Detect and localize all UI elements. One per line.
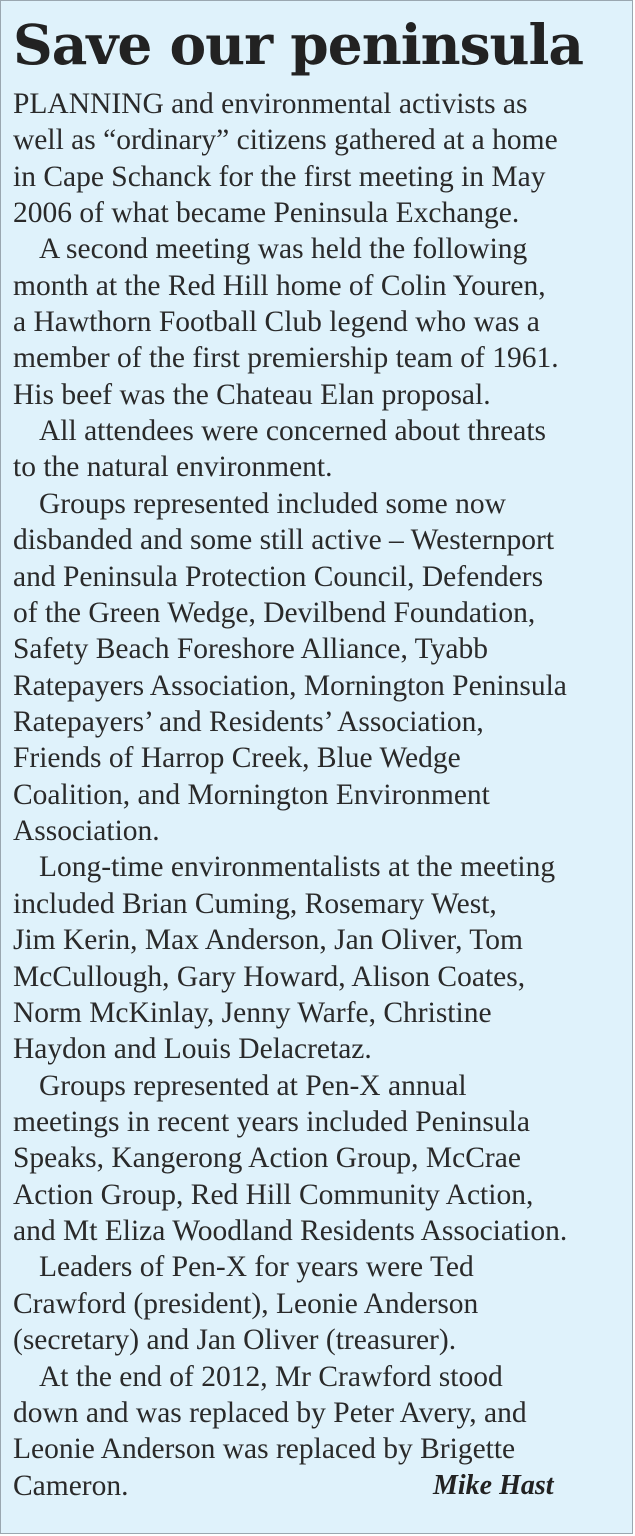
body-line: Groups represented at Pen-X annual [39, 1070, 467, 1102]
body-line: to the natural environment. [13, 451, 333, 483]
body-line: Speaks, Kangerong Action Group, McCrae [13, 1142, 521, 1174]
body-line: in Cape Schanck for the first meeting in May [13, 161, 546, 193]
body-line: well as “ordinary” citizens gathered at a home [13, 124, 558, 156]
body-line: Ratepayers Association, Mornington Peninsula [13, 670, 567, 702]
body-line: Safety Beach Foreshore Alliance, Tyabb [13, 633, 488, 665]
body-line: included Brian Cuming, Rosemary West, [13, 888, 497, 920]
body-line: Crawford (president), Leonie Anderson [13, 1288, 479, 1320]
body-line: month at the Red Hill home of Colin Youren, [13, 270, 546, 302]
body-line: Action Group, Red Hill Community Action, [13, 1179, 534, 1211]
body-line: 2006 of what became Peninsula Exchange. [13, 197, 520, 229]
body-line: down and was replaced by Peter Avery, and [13, 1397, 527, 1429]
body-line: meetings in recent years included Peninsula [13, 1106, 530, 1138]
body-line: Leaders of Pen-X for years were Ted [39, 1251, 474, 1283]
body-line: Leonie Anderson was replaced by Brigette [13, 1433, 516, 1465]
body-line: Cameron. [13, 1470, 129, 1502]
body-line: Groups represented included some now [39, 488, 506, 520]
article-title: Save our peninsula [13, 12, 584, 77]
body-line: a Hawthorn Football Club legend who was a [13, 306, 540, 338]
body-line: and Mt Eliza Woodland Residents Association. [13, 1215, 568, 1247]
body-line: PLANNING and environmental activists as [13, 88, 528, 120]
body-line: Association. [13, 815, 160, 847]
body-line: McCullough, Gary Howard, Alison Coates, [13, 961, 526, 993]
body-line: Norm McKinlay, Jenny Warfe, Christine [13, 997, 492, 1029]
body-line: Long-time environmentalists at the meeting [39, 851, 556, 883]
body-line: member of the first premiership team of 1961. [13, 342, 559, 374]
body-line: Coalition, and Mornington Environment [13, 779, 490, 811]
body-line: A second meeting was held the following [39, 233, 528, 265]
body-line: disbanded and some still active – Westernport [13, 524, 555, 556]
body-line: Jim Kerin, Max Anderson, Jan Oliver, Tom [13, 924, 523, 956]
body-line: of the Green Wedge, Devilbend Foundation, [13, 597, 536, 629]
body-line: and Peninsula Protection Council, Defenders [13, 561, 544, 593]
body-line: Haydon and Louis Delacretaz. [13, 1033, 372, 1065]
body-line: Friends of Harrop Creek, Blue Wedge [13, 742, 461, 774]
author-byline: Mike Hast [433, 1470, 554, 1501]
body-line: (secretary) and Jan Oliver (treasurer). [13, 1324, 457, 1356]
body-line: All attendees were concerned about threats [39, 415, 547, 447]
body-line: His beef was the Chateau Elan proposal. [13, 379, 491, 411]
body-line: Ratepayers’ and Residents’ Association, [13, 706, 484, 738]
body-line: At the end of 2012, Mr Crawford stood [39, 1361, 503, 1393]
